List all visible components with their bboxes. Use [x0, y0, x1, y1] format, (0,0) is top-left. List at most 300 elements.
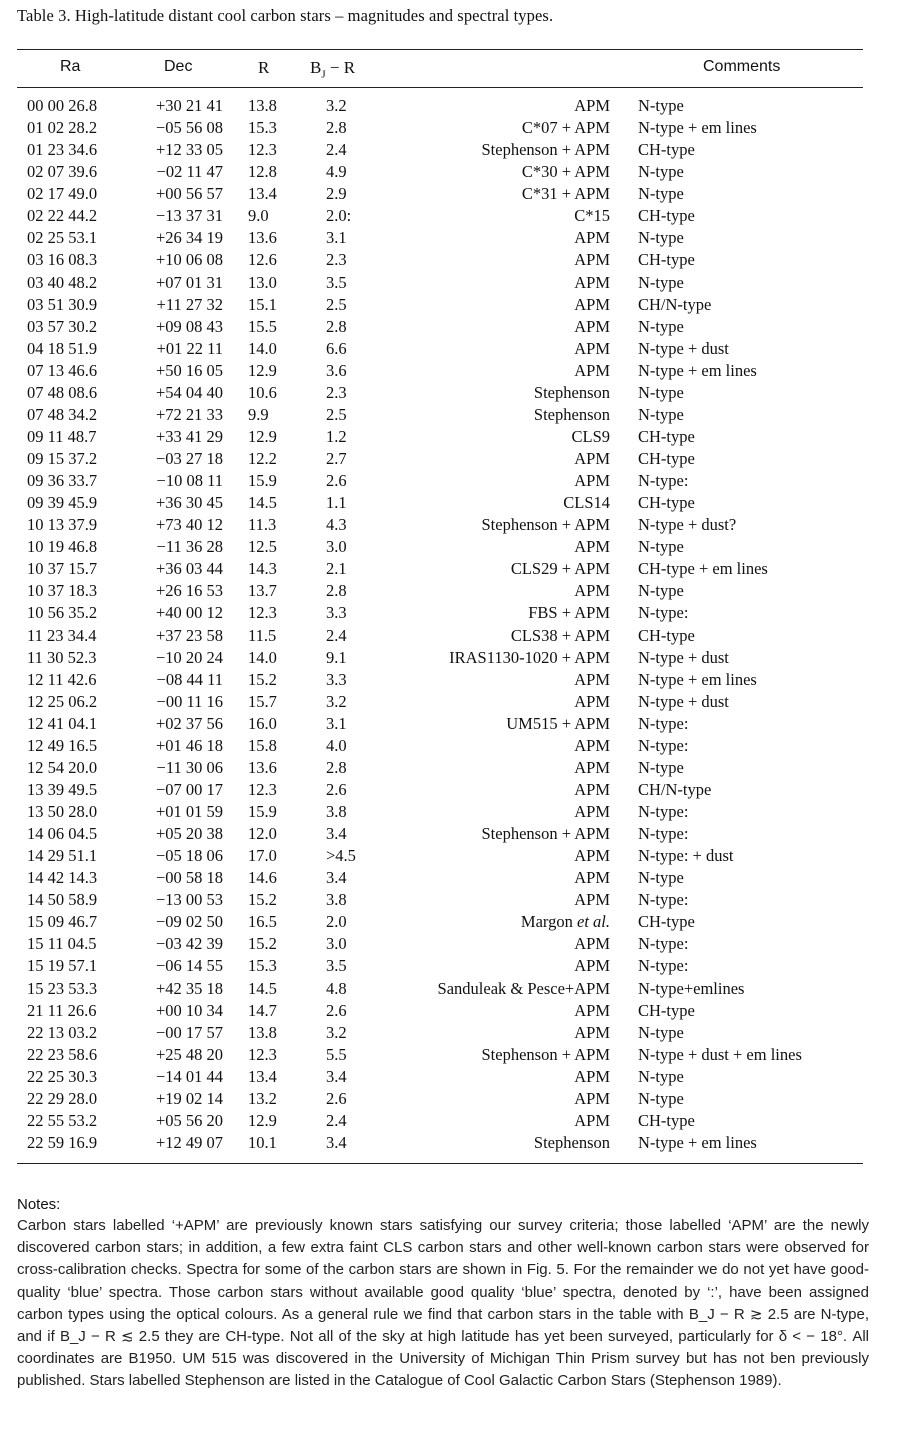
comment-cell: CH-type: [638, 140, 695, 160]
dec-cell: −13 00 53: [155, 890, 223, 910]
dec-cell: −07 00 17: [155, 779, 223, 799]
dec-cell: −09 02 50: [155, 912, 223, 932]
r-mag-cell: 15.2: [248, 890, 277, 910]
header-dec: Dec: [164, 58, 193, 75]
dec-cell: +19 02 14: [155, 1088, 223, 1108]
color-index-cell: 9.1: [326, 647, 347, 667]
ra-cell: 09 11 48.7: [27, 426, 97, 446]
table-row: [0, 117, 900, 139]
table-caption: Table 3. High-latitude distant cool carbon stars – magnitudes and spectral types.: [17, 6, 554, 25]
color-index-cell: 2.8: [326, 757, 347, 777]
color-index-cell: 3.0: [326, 934, 347, 954]
table-row: [0, 889, 900, 911]
comment-cell: CH/N-type: [638, 294, 712, 314]
dec-cell: +40 00 12: [155, 603, 223, 623]
comment-cell: N-type: [638, 162, 684, 182]
r-mag-cell: 12.2: [248, 449, 277, 468]
table-row: [0, 1022, 900, 1044]
color-index-cell: 3.2: [326, 1022, 347, 1042]
table-row: [0, 669, 900, 691]
r-mag-cell: 15.7: [248, 691, 277, 711]
dec-cell: +10 06 08: [155, 250, 223, 270]
source-cell: APM: [574, 272, 610, 292]
dec-cell: −00 11 16: [156, 691, 223, 711]
comment-cell: N-type + dust + em lines: [638, 1044, 802, 1064]
table-row: [0, 382, 900, 404]
comment-cell: N-type: [638, 1066, 684, 1086]
r-mag-cell: 12.9: [248, 1110, 277, 1130]
source-cell: APM: [574, 1000, 610, 1020]
table-row: [0, 801, 900, 823]
color-index-cell: >4.5: [326, 846, 356, 866]
comment-cell: N-type: [638, 757, 684, 777]
color-index-cell: 3.1: [326, 713, 347, 733]
color-index-cell: 3.8: [326, 802, 347, 821]
comment-cell: N-type:: [638, 603, 689, 623]
dec-cell: +01 01 59: [155, 802, 223, 821]
ra-cell: 14 50 58.9: [27, 890, 98, 910]
comment-cell: N-type: [638, 1088, 684, 1108]
dec-cell: −14 01 44: [155, 1066, 223, 1086]
source-cell: C*31 + APM: [521, 184, 610, 204]
source-cell: APM: [574, 956, 610, 976]
source-cell: APM: [574, 669, 610, 689]
dec-cell: +05 56 20: [155, 1110, 223, 1130]
table-row: [0, 845, 900, 867]
comment-cell: CH-type: [638, 1110, 695, 1130]
table-row: [0, 514, 900, 536]
source-cell: APM: [574, 96, 610, 115]
r-mag-cell: 15.9: [248, 471, 277, 491]
ra-cell: 02 07 39.6: [27, 162, 98, 182]
ra-cell: 22 13 03.2: [27, 1022, 98, 1042]
table-row: [0, 779, 900, 801]
r-mag-cell: 14.5: [248, 978, 277, 998]
dec-cell: +72 21 33: [155, 404, 223, 424]
table-row: [0, 492, 900, 514]
table-row: [0, 580, 900, 602]
comment-cell: N-type:: [638, 735, 689, 755]
table-row: [0, 1000, 900, 1022]
comment-cell: N-type:: [638, 956, 689, 976]
ra-cell: 09 15 37.2: [27, 449, 98, 468]
ra-cell: 12 54 20.0: [27, 757, 98, 777]
ra-cell: 22 25 30.3: [27, 1066, 98, 1086]
ra-cell: 10 19 46.8: [27, 537, 98, 557]
dec-cell: +30 21 41: [155, 96, 223, 115]
header-comments: Comments: [703, 58, 781, 75]
source-cell: APM: [574, 802, 610, 821]
header-bj: B: [310, 58, 322, 77]
ra-cell: 22 55 53.2: [27, 1110, 98, 1130]
ra-cell: 22 29 28.0: [27, 1088, 98, 1108]
source-cell: APM: [574, 868, 610, 888]
ra-cell: 10 13 37.9: [27, 515, 98, 535]
comment-cell: N-type: [638, 581, 684, 601]
color-index-cell: 2.9: [326, 184, 347, 204]
ra-cell: 22 59 16.9: [27, 1132, 98, 1152]
comment-cell: N-type: [638, 382, 684, 402]
color-index-cell: 2.8: [326, 581, 347, 601]
comment-cell: N-type: + dust: [638, 846, 734, 866]
color-index-cell: 3.2: [326, 96, 347, 115]
r-mag-cell: 13.2: [248, 1088, 277, 1108]
table-row: [0, 735, 900, 757]
r-mag-cell: 12.6: [248, 250, 277, 270]
color-index-cell: 2.8: [326, 316, 347, 336]
color-index-cell: 3.1: [326, 228, 347, 248]
source-cell: APM: [574, 250, 610, 270]
table-row: [0, 933, 900, 955]
table-row: [0, 227, 900, 249]
r-mag-cell: 12.0: [248, 824, 277, 844]
color-index-cell: 3.2: [326, 691, 347, 711]
r-mag-cell: 15.2: [248, 934, 277, 954]
source-cell: APM: [574, 1066, 610, 1086]
color-index-cell: 2.0:: [326, 206, 352, 226]
ra-cell: 03 40 48.2: [27, 272, 98, 292]
dec-cell: +00 10 34: [155, 1000, 223, 1020]
dec-cell: +05 20 38: [155, 824, 223, 844]
table-row: [0, 1132, 900, 1154]
comment-cell: N-type: [638, 404, 684, 424]
table-row: [0, 183, 900, 205]
comment-cell: N-type + dust: [638, 691, 729, 711]
ra-cell: 10 37 15.7: [27, 559, 98, 579]
comment-cell: CH-type: [638, 493, 695, 513]
r-mag-cell: 14.6: [248, 868, 277, 888]
color-index-cell: 3.4: [326, 1066, 347, 1086]
color-index-cell: 6.6: [326, 338, 347, 358]
r-mag-cell: 15.9: [248, 802, 277, 821]
r-mag-cell: 12.3: [248, 779, 277, 799]
color-index-cell: 1.1: [326, 493, 347, 513]
ra-cell: 12 11 42.6: [27, 669, 97, 689]
r-mag-cell: 16.5: [248, 912, 277, 932]
comment-cell: N-type:: [638, 713, 689, 733]
table-row: [0, 470, 900, 492]
dec-cell: +09 08 43: [155, 316, 223, 336]
source-cell: CLS14: [563, 493, 610, 513]
source-cell: IRAS1130-1020 + APM: [449, 647, 610, 667]
r-mag-cell: 15.1: [248, 294, 277, 314]
ra-cell: 07 48 08.6: [27, 382, 98, 402]
color-index-cell: 2.8: [326, 118, 347, 138]
dec-cell: −13 37 31: [155, 206, 223, 226]
comment-cell: N-type + em lines: [638, 1132, 757, 1152]
table-row: [0, 1066, 900, 1088]
dec-cell: +73 40 12: [155, 515, 223, 535]
comment-cell: N-type:: [638, 802, 689, 821]
comment-cell: CH-type: [638, 426, 695, 446]
source-cell: Margon et al.: [520, 912, 610, 932]
ra-cell: 13 39 49.5: [27, 779, 98, 799]
notes-body: Carbon stars labelled ‘+APM’ are previously known stars satisfying our survey criteria; those labelled ‘APM’ are the newly discovered carbon stars; in addition, a few extra faint CLS carbon stars and other well-known carbon stars were observed for cross-calibration checks. Spectra for some of the carbon stars are shown in Fig. 5. For the remainder we do not yet have good-quality ‘blue’ spectra. Those carbon stars without available good quality ‘blue’ spectra, denoted by ‘:’, have been assigned carbon types using the optical colours. As a general rule we find that carbon stars in the table with B_J − R ≳ 2.5 are N-type, and if B_J − R ≲ 2.5 they are CH-type. Not all of the sky at high latitude has yet been surveyed, particularly for δ < − 18°. All coordinates are B1950. UM 515 was discovered in the University of Michigan Thin Prism survey but has not ben previously published. Stars labelled Stephenson are listed in the Catalogue of Cool Galactic Carbon Stars (Stephenson 1989).: [17, 1217, 869, 1390]
table-row: [0, 757, 900, 779]
table-row: [0, 338, 900, 360]
comment-cell: N-type: [638, 316, 684, 336]
dec-cell: +25 48 20: [155, 1044, 223, 1064]
r-mag-cell: 14.0: [248, 338, 277, 358]
r-mag-cell: 9.0: [248, 206, 269, 226]
comment-cell: CH-type: [638, 1000, 695, 1020]
r-mag-cell: 15.3: [248, 118, 277, 138]
comment-cell: N-type: [638, 868, 684, 888]
ra-cell: 11 30 52.3: [27, 647, 97, 667]
comment-cell: N-type:: [638, 934, 689, 954]
dec-cell: −11 30 06: [156, 757, 223, 777]
r-mag-cell: 13.8: [248, 1022, 277, 1042]
ra-cell: 03 16 08.3: [27, 250, 98, 270]
dec-cell: +02 37 56: [155, 713, 223, 733]
source-cell: APM: [574, 537, 610, 557]
r-mag-cell: 16.0: [248, 713, 277, 733]
ra-cell: 14 29 51.1: [27, 846, 98, 866]
source-cell: APM: [574, 691, 610, 711]
r-mag-cell: 13.7: [248, 581, 277, 601]
comment-cell: CH/N-type: [638, 779, 712, 799]
comment-cell: N-type+emlines: [638, 978, 745, 998]
source-cell: CLS38 + APM: [510, 625, 610, 645]
ra-cell: 07 13 46.6: [27, 360, 98, 380]
dec-cell: −00 17 57: [155, 1022, 223, 1042]
ra-cell: 00 00 26.8: [27, 96, 98, 115]
source-cell: C*15: [574, 206, 610, 226]
source-cell: Stephenson: [533, 1132, 610, 1152]
comment-cell: N-type + dust: [638, 338, 729, 358]
color-index-cell: 3.3: [326, 669, 347, 689]
table-row: [0, 426, 900, 448]
comment-cell: N-type + dust?: [638, 515, 737, 535]
ra-cell: 13 50 28.0: [27, 802, 98, 821]
color-index-cell: 3.8: [326, 890, 347, 910]
comment-cell: N-type + em lines: [638, 118, 757, 138]
table-row: [0, 867, 900, 889]
table-row: [0, 536, 900, 558]
r-mag-cell: 12.3: [248, 603, 277, 623]
comment-cell: N-type + dust: [638, 647, 729, 667]
dec-cell: +54 04 40: [155, 382, 223, 402]
dec-cell: +12 49 07: [155, 1132, 223, 1152]
color-index-cell: 4.3: [326, 515, 347, 535]
color-index-cell: 2.5: [326, 294, 347, 314]
r-mag-cell: 15.3: [248, 956, 277, 976]
source-cell: APM: [574, 1088, 610, 1108]
bottom-rule: [17, 1163, 863, 1164]
table-row: [0, 294, 900, 316]
table-row: [0, 647, 900, 669]
dec-cell: −03 42 39: [155, 934, 223, 954]
source-cell: CLS29 + APM: [510, 559, 610, 579]
dec-cell: +36 30 45: [155, 493, 223, 513]
comment-cell: N-type: [638, 537, 684, 557]
source-cell: C*07 + APM: [521, 118, 610, 138]
comment-cell: CH-type + em lines: [638, 559, 768, 579]
comment-cell: CH-type: [638, 625, 695, 645]
color-index-cell: 3.0: [326, 537, 347, 557]
r-mag-cell: 10.1: [248, 1132, 277, 1152]
ra-cell: 14 42 14.3: [27, 868, 98, 888]
table-row: [0, 249, 900, 271]
ra-cell: 09 36 33.7: [27, 471, 98, 491]
source-cell: UM515 + APM: [506, 713, 610, 733]
source-cell: APM: [574, 934, 610, 954]
dec-cell: +36 03 44: [155, 559, 223, 579]
source-cell: Sanduleak & Pesce+APM: [437, 978, 610, 998]
source-cell: Stephenson + APM: [481, 140, 610, 160]
comment-cell: N-type + em lines: [638, 360, 757, 380]
r-mag-cell: 14.0: [248, 647, 277, 667]
source-cell: Stephenson + APM: [481, 824, 610, 844]
comment-cell: CH-type: [638, 206, 695, 226]
dec-cell: +01 22 11: [156, 338, 223, 358]
ra-cell: 07 48 34.2: [27, 404, 98, 424]
source-cell: CLS9: [571, 426, 610, 446]
table-row: [0, 205, 900, 227]
r-mag-cell: 15.8: [248, 735, 277, 755]
dec-cell: −10 20 24: [155, 647, 223, 667]
color-index-cell: 2.4: [326, 140, 347, 160]
ra-cell: 03 51 30.9: [27, 294, 98, 314]
source-cell: APM: [574, 757, 610, 777]
r-mag-cell: 13.4: [248, 1066, 277, 1086]
source-cell: APM: [574, 846, 610, 866]
table-row: [0, 404, 900, 426]
comment-cell: N-type:: [638, 890, 689, 910]
ra-cell: 15 09 46.7: [27, 912, 98, 932]
ra-cell: 01 02 28.2: [27, 118, 98, 138]
ra-cell: 22 23 58.6: [27, 1044, 98, 1064]
r-mag-cell: 12.3: [248, 140, 277, 160]
table-row: [0, 625, 900, 647]
color-index-cell: 2.3: [326, 250, 347, 270]
source-cell: APM: [574, 779, 610, 799]
color-index-cell: 2.6: [326, 1000, 347, 1020]
source-cell: Stephenson: [533, 404, 610, 424]
table-row: [0, 978, 900, 1000]
header-ra: Ra: [60, 58, 81, 75]
color-index-cell: 3.6: [326, 360, 347, 380]
comment-cell: N-type + em lines: [638, 669, 757, 689]
color-index-cell: 2.5: [326, 404, 347, 424]
source-cell: APM: [574, 735, 610, 755]
color-index-cell: 3.5: [326, 956, 347, 976]
ra-cell: 15 19 57.1: [27, 956, 98, 976]
dec-cell: +12 33 05: [155, 140, 223, 160]
ra-cell: 10 56 35.2: [27, 603, 98, 623]
r-mag-cell: 15.5: [248, 316, 277, 336]
table-row: [0, 1110, 900, 1132]
color-index-cell: 3.4: [326, 1132, 347, 1152]
color-index-cell: 4.0: [326, 735, 347, 755]
color-index-cell: 2.4: [326, 1110, 347, 1130]
comment-cell: N-type: [638, 96, 684, 115]
table-row: [0, 911, 900, 933]
comment-cell: CH-type: [638, 449, 695, 468]
r-mag-cell: 11.5: [248, 625, 277, 645]
table-row: [0, 1044, 900, 1066]
dec-cell: −10 08 11: [156, 471, 223, 491]
comment-cell: N-type:: [638, 824, 689, 844]
ra-cell: 04 18 51.9: [27, 338, 98, 358]
source-cell: APM: [574, 360, 610, 380]
source-cell: APM: [574, 228, 610, 248]
source-cell-italic: et al.: [577, 912, 610, 932]
color-index-cell: 3.4: [326, 868, 347, 888]
table-row: [0, 713, 900, 735]
dec-cell: +33 41 29: [155, 426, 223, 446]
r-mag-cell: 9.9: [248, 404, 269, 424]
color-index-cell: 1.2: [326, 426, 347, 446]
ra-cell: 12 41 04.1: [27, 713, 98, 733]
r-mag-cell: 13.6: [248, 228, 277, 248]
table-row: [0, 272, 900, 294]
source-cell: APM: [574, 449, 610, 468]
color-index-cell: 3.4: [326, 824, 347, 844]
comment-cell: N-type: [638, 228, 684, 248]
table-row: [0, 316, 900, 338]
notes-title: Notes:: [17, 1196, 61, 1213]
r-mag-cell: 14.5: [248, 493, 277, 513]
r-mag-cell: 11.3: [248, 515, 277, 535]
color-index-cell: 5.5: [326, 1044, 347, 1064]
table-row: [0, 448, 900, 470]
source-cell: APM: [574, 316, 610, 336]
notes-text: [17, 1215, 869, 1393]
color-index-cell: 2.1: [326, 559, 347, 579]
dec-cell: +00 56 57: [155, 184, 223, 204]
r-mag-cell: 14.7: [248, 1000, 277, 1020]
r-mag-cell: 13.6: [248, 757, 277, 777]
source-cell: APM: [574, 581, 610, 601]
dec-cell: +07 01 31: [155, 272, 223, 292]
header-r: R: [258, 58, 270, 77]
header-bj-subscript: J: [321, 68, 326, 81]
color-index-cell: 2.0: [326, 912, 347, 932]
color-index-cell: 2.6: [326, 1088, 347, 1108]
ra-cell: 02 25 53.1: [27, 228, 98, 248]
source-cell: Stephenson + APM: [481, 1044, 610, 1064]
ra-cell: 03 57 30.2: [27, 316, 98, 336]
r-mag-cell: 12.3: [248, 1044, 277, 1064]
color-index-cell: 2.6: [326, 471, 347, 491]
r-mag-cell: 13.4: [248, 184, 277, 204]
dec-cell: +37 23 58: [155, 625, 223, 645]
r-mag-cell: 12.5: [248, 537, 277, 557]
comment-cell: CH-type: [638, 250, 695, 270]
ra-cell: 01 23 34.6: [27, 140, 98, 160]
color-index-cell: 4.8: [326, 978, 347, 998]
dec-cell: −02 11 47: [156, 162, 223, 182]
source-cell: APM: [574, 1110, 610, 1130]
header-bj-minus-r: − R: [325, 58, 356, 77]
table-body: [0, 95, 900, 1154]
source-cell: APM: [574, 890, 610, 910]
table-row: [0, 139, 900, 161]
source-cell: APM: [574, 1022, 610, 1042]
r-mag-cell: 12.9: [248, 426, 277, 446]
source-cell: Stephenson: [533, 382, 610, 402]
table-row: [0, 955, 900, 977]
ra-cell: 10 37 18.3: [27, 581, 98, 601]
comment-cell: N-type: [638, 1022, 684, 1042]
r-mag-cell: 17.0: [248, 846, 277, 866]
table-row: [0, 602, 900, 624]
comment-cell: N-type: [638, 272, 684, 292]
table-row: [0, 95, 900, 117]
table-row: [0, 691, 900, 713]
dec-cell: +26 34 19: [155, 228, 223, 248]
